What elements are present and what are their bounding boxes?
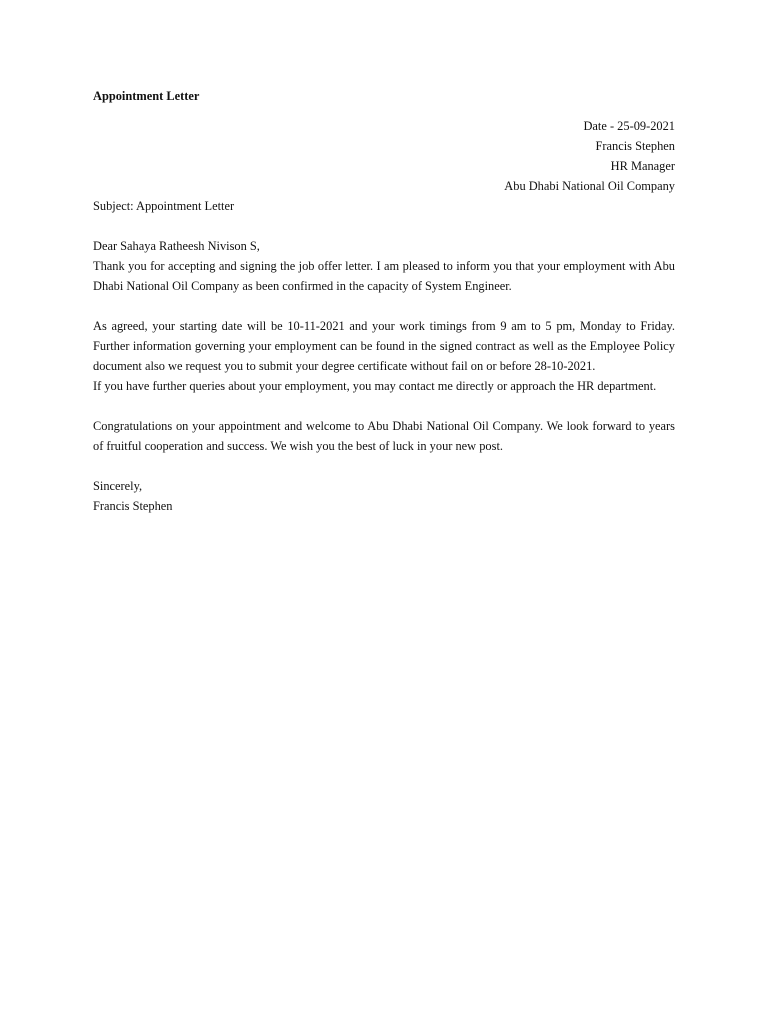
- salutation: Dear Sahaya Ratheesh Nivison S,: [93, 239, 260, 253]
- paragraph-congratulations: Congratulations on your appointment and welcome to Abu Dhabi National Oil Company. We look forward to years of fruitful cooperation and success. We wish you the best of luck in your new post.: [93, 419, 675, 453]
- paragraph-queries: If you have further queries about your employment, you may contact me directly or approach the HR department.: [93, 379, 657, 393]
- spacer: [93, 396, 675, 416]
- letter-title: Appointment Letter: [93, 89, 200, 103]
- paragraph-offer-confirmation: Thank you for accepting and signing the job offer letter. I am pleased to inform you that your employment with Abu Dhabi National Oil Company as been confirmed in the capacity of System Engineer.: [93, 259, 675, 293]
- sender-role: HR Manager: [610, 159, 675, 173]
- sender-name: Francis Stephen: [595, 139, 675, 153]
- sender-block: [93, 116, 675, 196]
- sender-company: Abu Dhabi National Oil Company: [504, 179, 675, 193]
- signature-name: Francis Stephen: [93, 499, 173, 513]
- letter-page: [93, 86, 675, 516]
- letter-date: Date - 25-09-2021: [583, 119, 675, 133]
- spacer: [93, 216, 675, 236]
- letter-subject: Subject: Appointment Letter: [93, 199, 235, 213]
- spacer: [93, 296, 675, 316]
- closing: Sincerely,: [93, 479, 143, 493]
- spacer: [93, 456, 675, 476]
- paragraph-start-date: As agreed, your starting date will be 10-11-2021 and your work timings from 9 am to 5 pm, Monday to Friday. Further information governing your employment can be found in the signed contract as well as the Employee Policy document also we request you to submit your degree certificate without fail on or before 28-10-2021.: [93, 319, 675, 373]
